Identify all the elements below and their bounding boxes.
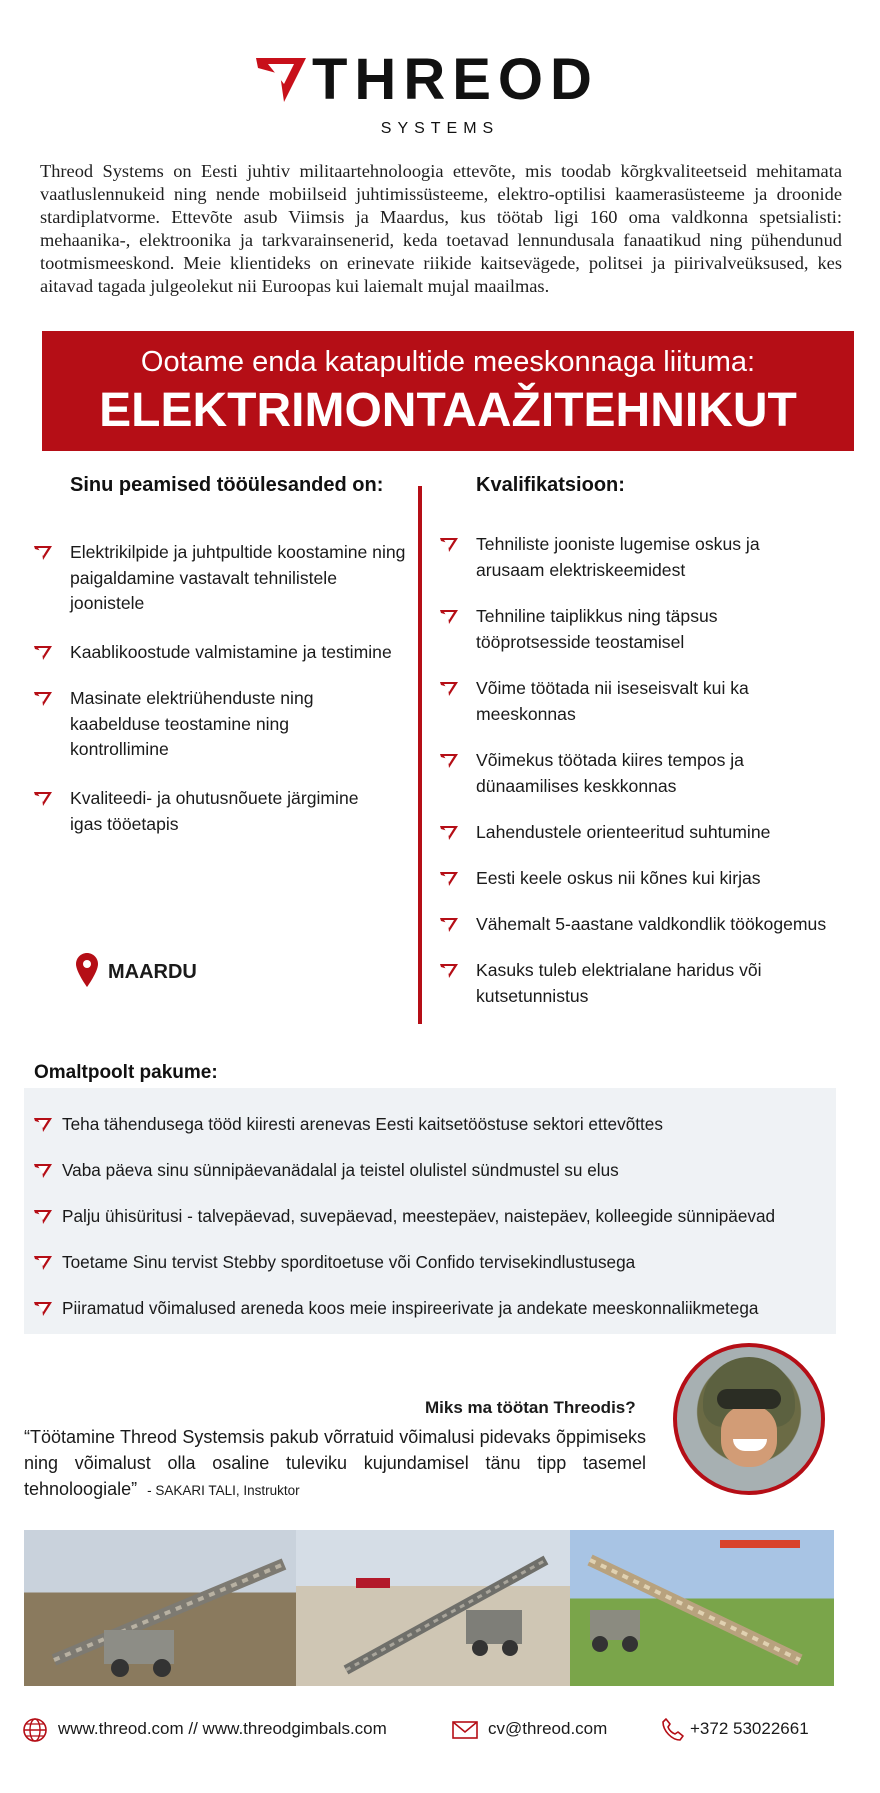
list-item (476, 532, 796, 583)
offer-text: Palju ühisüritusi - talvepäevad, suvepäevad, meestepäev, naistepäev, kolleegide sünnipäevad (62, 1206, 776, 1226)
list-item (62, 1158, 832, 1184)
qualification-text: Vähemalt 5-aastane valdkondlik töökogemus (476, 914, 827, 934)
list-item (476, 748, 776, 799)
qualification-text: Võimekus töötada kiires tempos ja dünaamilises keskkonnas (476, 750, 744, 796)
arrow-bullet-icon (440, 681, 458, 697)
website-text[interactable]: www.threod.com // www.threodgimbals.com (58, 1719, 387, 1738)
list-item (476, 820, 836, 846)
logo-wordmark: THREOD (312, 47, 599, 112)
arrow-bullet-icon (440, 871, 458, 887)
duty-text: Masinate elektriühenduste ning kaabelduse teostamine ning kontrollimine (70, 688, 314, 759)
duty-text: Kvaliteedi- ja ohutusnõuete järgimine igas tööetapis (70, 788, 359, 834)
duty-text: Elektrikilpide ja juhtpultide koostamine ning paigaldamine vastavalt tehnilistele joonistele (70, 542, 406, 613)
face-shape (721, 1405, 777, 1467)
arrow-bullet-icon (440, 825, 458, 841)
job-title: ELEKTRIMONTAAŽITEHNIKUT (99, 384, 797, 437)
arrow-bullet-icon (34, 1255, 52, 1271)
list-item (62, 1204, 832, 1230)
phone-text[interactable]: +372 53022661 (690, 1719, 809, 1738)
map-pin-icon (76, 953, 98, 987)
list-item (62, 1296, 832, 1322)
quote-heading: Miks ma töötan Threodis? (425, 1398, 636, 1417)
list-item (476, 866, 836, 892)
duty-text: Kaablikoostude valmistamine ja testimine (70, 642, 392, 662)
column-divider (418, 486, 422, 1024)
arrow-bullet-icon (34, 791, 52, 807)
catapult-illustration-3 (570, 1530, 834, 1686)
list-item (476, 958, 796, 1009)
list-item (476, 912, 856, 938)
company-intro: Threod Systems on Eesti juhtiv militaartehnoloogia ettevõte, mis toodab kõrgkvaliteetseid mehitamata vaatluslennukeid ning nende mobiilseid juhtimissüsteeme, elektro-optilisi kaamerasüsteeme ja droonide stardiplatvorme. Ettevõte asub Viimsis ja Maardus, kus töötab ligi 160 oma valdkonna spetsialisti: mehaanika-, elektroonika ja tarkvarainsenerid, keda toetavad lennundusala fanaatikud ning pühendunud tootmismeeskond. Meie klientideks on erinevate riikide kaitsevägede, politsei ja piirivalveüksused, kes aitavad tagada julgeolekut nii Euroopas kui laiemalt mujal maailmas. (40, 161, 842, 296)
email-text[interactable]: cv@threod.com (488, 1719, 608, 1738)
offer-text: Piiramatud võimalused areneda koos meie inspireerivate ja andekate meeskonnaliikmetega (62, 1298, 759, 1318)
list-item (70, 540, 410, 617)
threod-logo-mark-icon (256, 58, 306, 102)
list-item (476, 676, 776, 727)
arrow-bullet-icon (34, 1163, 52, 1179)
catapult-illustration-1 (24, 1530, 296, 1686)
arrow-bullet-icon (34, 545, 52, 561)
qualification-text: Kasuks tuleb elektrialane haridus või kutsetunnistus (476, 960, 762, 1006)
envelope-icon (452, 1717, 478, 1743)
offer-text: Teha tähendusega tööd kiiresti arenevas Eesti kaitsetööstuse sektori ettevõttes (62, 1114, 663, 1134)
catapult-photo-3 (570, 1530, 834, 1686)
quote-author: - SAKARI TALI, Instruktor (147, 1483, 300, 1498)
qualification-text: Tehniline taiplikkus ning täpsus tööprotsesside teostamisel (476, 606, 718, 652)
phone-contact[interactable] (660, 1715, 840, 1745)
offer-heading: Omaltpoolt pakume: (34, 1062, 218, 1083)
arrow-bullet-icon (34, 645, 52, 661)
qualification-text: Eesti keele oskus nii kõnes kui kirjas (476, 868, 761, 888)
qualifications-heading: Kvalifikatsioon: (476, 474, 625, 496)
website-contact[interactable] (22, 1715, 422, 1745)
qualification-text: Lahendustele orienteeritud suhtumine (476, 822, 771, 842)
list-item (476, 604, 766, 655)
catapult-photo-1 (24, 1530, 296, 1686)
offer-text: Vaba päeva sinu sünnipäevanädalal ja teistel olulistel sündmustel su elus (62, 1160, 619, 1180)
quote-text: “Töötamine Threod Systemsis pakub võrratuid võimalusi pidevaks õppimiseks ning võimalust olla osaline tuleviku kujundamisel tänu tipp tasemel tehnoloogiale” (24, 1427, 646, 1499)
email-contact[interactable] (452, 1715, 632, 1745)
globe-icon (22, 1717, 48, 1743)
list-item (62, 1112, 832, 1138)
offer-text: Toetame Sinu tervist Stebby sporditoetuse või Confido tervisekindlustusega (62, 1252, 636, 1272)
arrow-bullet-icon (34, 1209, 52, 1225)
location-label: MAARDU (108, 961, 197, 983)
phone-icon (660, 1717, 686, 1743)
arrow-bullet-icon (440, 609, 458, 625)
employee-photo (673, 1343, 825, 1495)
list-item (70, 640, 420, 666)
threod-logo (0, 47, 880, 152)
arrow-bullet-icon (34, 1117, 52, 1133)
arrow-bullet-icon (440, 917, 458, 933)
arrow-bullet-icon (34, 691, 52, 707)
arrow-bullet-icon (440, 537, 458, 553)
visor-shape (717, 1389, 781, 1409)
employee-quote (24, 1424, 646, 1504)
banner-subtitle: Ootame enda katapultide meeskonnaga liituma: (140, 346, 756, 378)
job-banner (42, 331, 854, 451)
catapult-illustration-2 (296, 1530, 570, 1686)
list-item (70, 686, 360, 763)
catapult-photo-2 (296, 1530, 570, 1686)
catapult-photos (24, 1530, 834, 1686)
arrow-bullet-icon (440, 963, 458, 979)
qualification-text: Võime töötada nii iseseisvalt kui ka meeskonnas (476, 678, 749, 724)
location (76, 953, 276, 993)
arrow-bullet-icon (34, 1301, 52, 1317)
logo-subtitle: SYSTEMS (380, 120, 500, 137)
list-item (70, 786, 390, 837)
arrow-bullet-icon (440, 753, 458, 769)
contact-footer (0, 1715, 880, 1745)
qualification-text: Tehniliste jooniste lugemise oskus ja arusaam elektriskeemidest (476, 534, 760, 580)
list-item (62, 1250, 832, 1276)
duties-heading: Sinu peamised tööülesanded on: (70, 474, 384, 496)
